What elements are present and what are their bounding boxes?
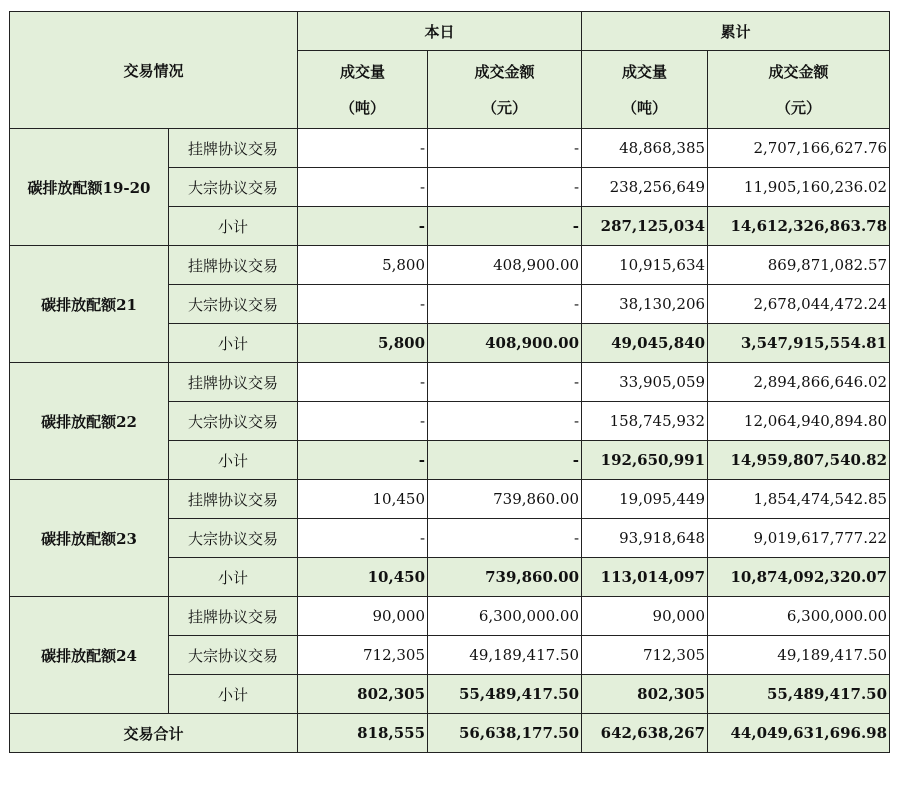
table-row	[10, 246, 890, 285]
cum-volume: 19,095,449	[582, 480, 708, 519]
cum-amount: 12,064,940,894.80	[708, 402, 890, 441]
trade-type: 大宗协议交易	[169, 636, 298, 675]
header-cum-amount	[708, 51, 890, 129]
cum-volume: 113,014,097	[582, 558, 708, 597]
trading-summary-table	[9, 11, 890, 753]
today-volume: 90,000	[298, 597, 428, 636]
today-amount: -	[428, 168, 582, 207]
cum-amount: 49,189,417.50	[708, 636, 890, 675]
today-volume: -	[298, 363, 428, 402]
cum-volume: 192,650,991	[582, 441, 708, 480]
today-amount: -	[428, 285, 582, 324]
trade-type: 大宗协议交易	[169, 285, 298, 324]
today-volume: -	[298, 519, 428, 558]
total-today-amount: 56,638,177.50	[428, 714, 582, 753]
cum-amount: 6,300,000.00	[708, 597, 890, 636]
trade-type: 小计	[169, 324, 298, 363]
header-volume-unit: （吨）	[340, 98, 386, 117]
header-category: 交易情况	[10, 12, 298, 129]
total-row	[10, 714, 890, 753]
trade-type: 挂牌协议交易	[169, 480, 298, 519]
today-volume: 10,450	[298, 558, 428, 597]
today-volume: -	[298, 129, 428, 168]
trade-type: 挂牌协议交易	[169, 597, 298, 636]
cum-volume: 238,256,649	[582, 168, 708, 207]
total-cum-volume: 642,638,267	[582, 714, 708, 753]
cum-amount: 10,874,092,320.07	[708, 558, 890, 597]
trade-type: 大宗协议交易	[169, 168, 298, 207]
header-today: 本日	[298, 12, 582, 51]
today-volume: -	[298, 285, 428, 324]
trade-type: 小计	[169, 441, 298, 480]
trade-type: 大宗协议交易	[169, 519, 298, 558]
header-volume-label: 成交量	[622, 62, 668, 81]
today-amount: 49,189,417.50	[428, 636, 582, 675]
group-name: 碳排放配额21	[10, 246, 169, 363]
header-volume-unit: （吨）	[622, 98, 668, 117]
cum-volume: 90,000	[582, 597, 708, 636]
cum-amount: 2,894,866,646.02	[708, 363, 890, 402]
cum-volume: 287,125,034	[582, 207, 708, 246]
header-amount-unit: （元）	[776, 98, 822, 117]
today-amount: -	[428, 441, 582, 480]
today-volume: 10,450	[298, 480, 428, 519]
today-amount: 739,860.00	[428, 480, 582, 519]
cum-amount: 3,547,915,554.81	[708, 324, 890, 363]
group-name: 碳排放配额23	[10, 480, 169, 597]
total-today-volume: 818,555	[298, 714, 428, 753]
cum-amount: 9,019,617,777.22	[708, 519, 890, 558]
group-name: 碳排放配额19-20	[10, 129, 169, 246]
cum-amount: 2,678,044,472.24	[708, 285, 890, 324]
group-name: 碳排放配额22	[10, 363, 169, 480]
today-volume: -	[298, 402, 428, 441]
cum-volume: 49,045,840	[582, 324, 708, 363]
trade-type: 小计	[169, 207, 298, 246]
cum-volume: 712,305	[582, 636, 708, 675]
cum-amount: 1,854,474,542.85	[708, 480, 890, 519]
today-volume: -	[298, 207, 428, 246]
cum-amount: 869,871,082.57	[708, 246, 890, 285]
today-amount: -	[428, 402, 582, 441]
today-amount: -	[428, 129, 582, 168]
cum-volume: 93,918,648	[582, 519, 708, 558]
today-amount: 408,900.00	[428, 246, 582, 285]
header-row-1	[10, 12, 890, 51]
today-volume: -	[298, 168, 428, 207]
today-amount: 739,860.00	[428, 558, 582, 597]
group-name: 碳排放配额24	[10, 597, 169, 714]
table-row	[10, 363, 890, 402]
trade-type: 小计	[169, 558, 298, 597]
header-amount-label: 成交金额	[768, 62, 829, 81]
header-cumulative: 累计	[582, 12, 890, 51]
cum-volume: 10,915,634	[582, 246, 708, 285]
today-volume: 5,800	[298, 246, 428, 285]
table-body	[10, 129, 890, 714]
table-row	[10, 129, 890, 168]
header-volume-label: 成交量	[340, 62, 386, 81]
header-today-amount	[428, 51, 582, 129]
cum-amount: 2,707,166,627.76	[708, 129, 890, 168]
table-row	[10, 480, 890, 519]
today-amount: -	[428, 363, 582, 402]
trade-type: 挂牌协议交易	[169, 246, 298, 285]
today-volume: -	[298, 441, 428, 480]
today-amount: -	[428, 519, 582, 558]
cum-volume: 38,130,206	[582, 285, 708, 324]
total-cum-amount: 44,049,631,696.98	[708, 714, 890, 753]
table-row	[10, 597, 890, 636]
header-cum-volume	[582, 51, 708, 129]
today-volume: 712,305	[298, 636, 428, 675]
cum-amount: 14,612,326,863.78	[708, 207, 890, 246]
trade-type: 挂牌协议交易	[169, 363, 298, 402]
today-amount: -	[428, 207, 582, 246]
cum-volume: 33,905,059	[582, 363, 708, 402]
trade-type: 挂牌协议交易	[169, 129, 298, 168]
cum-volume: 158,745,932	[582, 402, 708, 441]
today-amount: 55,489,417.50	[428, 675, 582, 714]
cum-amount: 55,489,417.50	[708, 675, 890, 714]
trade-type: 大宗协议交易	[169, 402, 298, 441]
today-amount: 6,300,000.00	[428, 597, 582, 636]
cum-amount: 11,905,160,236.02	[708, 168, 890, 207]
cum-amount: 14,959,807,540.82	[708, 441, 890, 480]
today-amount: 408,900.00	[428, 324, 582, 363]
cum-volume: 802,305	[582, 675, 708, 714]
today-volume: 802,305	[298, 675, 428, 714]
total-label: 交易合计	[10, 714, 298, 753]
header-amount-label: 成交金额	[474, 62, 535, 81]
header-amount-unit: （元）	[482, 98, 528, 117]
today-volume: 5,800	[298, 324, 428, 363]
header-today-volume	[298, 51, 428, 129]
trade-type: 小计	[169, 675, 298, 714]
cum-volume: 48,868,385	[582, 129, 708, 168]
